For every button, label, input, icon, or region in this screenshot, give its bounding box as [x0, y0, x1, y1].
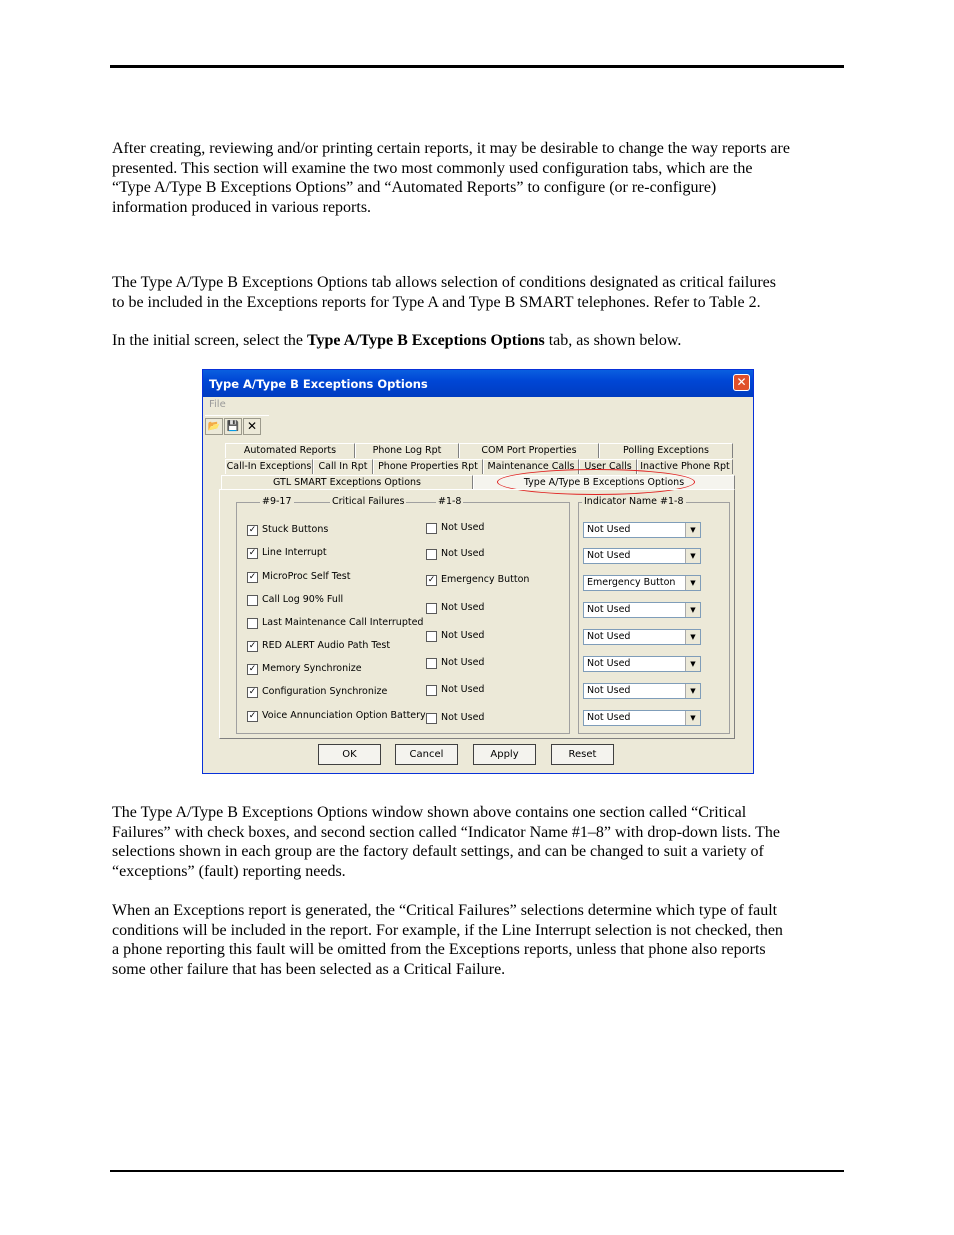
tab-gtl-smart-exceptions[interactable]: GTL SMART Exceptions Options: [221, 475, 473, 490]
tab-user-calls[interactable]: User Calls: [579, 459, 637, 474]
indicator-name-select-5[interactable]: [583, 629, 701, 645]
label-stuck-buttons: Stuck Buttons: [262, 524, 329, 535]
cancel-button[interactable]: Cancel: [395, 744, 458, 765]
indicator-name-select-8[interactable]: [583, 710, 701, 726]
save-icon[interactable]: 💾: [224, 418, 242, 435]
chevron-down-icon: ▼: [685, 576, 700, 590]
tab-com-port-properties[interactable]: COM Port Properties: [459, 443, 599, 458]
tab-call-in-exceptions[interactable]: Call-In Exceptions: [226, 461, 312, 472]
label-last-maintenance: Last Maintenance Call Interrupted: [262, 617, 424, 628]
chevron-down-icon: ▼: [685, 711, 700, 725]
tab-call-in-rpt[interactable]: Call In Rpt: [313, 459, 373, 474]
indicator-name-select-6[interactable]: [583, 656, 701, 672]
header-1-8: #1-8: [438, 496, 462, 507]
tab-polling-exceptions[interactable]: Polling Exceptions: [599, 443, 733, 458]
tab-phone-properties-rpt[interactable]: Phone Properties Rpt: [373, 459, 483, 474]
indicator-name-value: Not Used: [587, 524, 631, 535]
exceptions-options-window: [202, 369, 754, 774]
checkbox-stuck-buttons[interactable]: ✓: [248, 525, 257, 535]
checkbox-indicator-8[interactable]: [426, 713, 437, 724]
checkbox-indicator-1[interactable]: [426, 523, 437, 534]
menu-file[interactable]: File: [209, 399, 226, 410]
ok-button[interactable]: OK: [318, 744, 381, 765]
label-red-alert: RED ALERT Audio Path Test: [262, 640, 391, 651]
indicator-name-select-3[interactable]: [583, 575, 701, 591]
checkbox-call-log-full[interactable]: [247, 595, 258, 606]
header-9-17: #9-17: [262, 496, 292, 507]
label-indicator-8: Not Used: [441, 712, 485, 723]
checkbox-indicator-5[interactable]: [426, 631, 437, 642]
tab-type-ab-exceptions[interactable]: Type A/Type B Exceptions Options: [473, 475, 735, 490]
label-indicator-6: Not Used: [441, 657, 485, 668]
instruction-paragraph: [112, 331, 844, 351]
checkbox-indicator-4[interactable]: [426, 603, 437, 614]
chevron-down-icon: ▼: [685, 657, 700, 671]
label-indicator-5: Not Used: [441, 630, 485, 641]
label-indicator-1: Not Used: [441, 522, 485, 533]
label-indicator-7: Not Used: [441, 684, 485, 695]
label-indicator-4: Not Used: [441, 602, 485, 613]
label-indicator-2: Not Used: [441, 548, 485, 559]
label-indicator-3: Emergency Button: [441, 574, 530, 585]
instruction-bold-text: Type A/Type B Exceptions Options: [307, 332, 545, 349]
checkbox-indicator-6[interactable]: [426, 658, 437, 669]
indicator-name-select-4[interactable]: [583, 602, 701, 618]
indicator-name-value: Not Used: [587, 550, 631, 561]
indicator-name-select-1[interactable]: [583, 522, 701, 538]
header-critical-failures: Critical Failures: [332, 496, 405, 507]
instruction-tail-text: tab, as shown below.: [544, 332, 682, 349]
label-config-sync: Configuration Synchronize: [262, 686, 388, 697]
label-memory-sync: Memory Synchronize: [262, 663, 362, 674]
menu-bar: [203, 397, 753, 413]
checkbox-microproc-self-test[interactable]: ✓: [248, 572, 257, 582]
open-folder-icon[interactable]: 📂: [205, 418, 223, 435]
window-title: Type A/Type B Exceptions Options: [209, 377, 428, 391]
tab-description-paragraph: The Type A/Type B Exceptions Options tab allows selection of conditions designated as critical failures to be included in the Exceptions reports for Type A and Type B SMART telephones. Refer to Table 2.: [112, 274, 776, 311]
toolbar: [205, 415, 269, 436]
chevron-down-icon: ▼: [685, 523, 700, 537]
checkbox-config-sync[interactable]: ✓: [248, 687, 257, 697]
checkbox-indicator-2[interactable]: [426, 549, 437, 560]
chevron-down-icon: ▼: [685, 549, 700, 563]
indicator-group-label: Indicator Name #1-8: [584, 496, 684, 507]
close-icon[interactable]: ✕: [733, 374, 750, 391]
tab-inactive-phone-rpt[interactable]: Inactive Phone Rpt: [637, 459, 733, 474]
checkbox-red-alert[interactable]: ✓: [248, 641, 257, 651]
apply-button[interactable]: Apply: [473, 744, 536, 765]
label-microproc-self-test: MicroProc Self Test: [262, 571, 351, 582]
window-titlebar: [203, 370, 753, 397]
checkbox-voice-annunciation[interactable]: ✓: [248, 711, 257, 721]
instruction-text: In the initial screen, select the: [112, 332, 308, 349]
indicator-name-value: Not Used: [587, 631, 631, 642]
indicator-name-value: Not Used: [587, 712, 631, 723]
checkbox-indicator-3[interactable]: ✓: [427, 575, 436, 585]
reset-button[interactable]: Reset: [551, 744, 614, 765]
footer-rule: [110, 1170, 844, 1172]
intro-paragraph: After creating, reviewing and/or printing certain reports, it may be desirable to change the way reports are presented. This section will examine the two most commonly used configuration tabs, which are the “Type A/Type B Exceptions Options” and “Automated Reports” to configure (or re-configure) information produced in various reports.: [112, 140, 790, 216]
indicator-name-value: Not Used: [587, 604, 631, 615]
chevron-down-icon: ▼: [685, 630, 700, 644]
label-line-interrupt: Line Interrupt: [262, 547, 327, 558]
label-voice-annunciation: Voice Annunciation Option Battery: [262, 710, 426, 721]
header-rule: [110, 65, 844, 68]
checkbox-line-interrupt[interactable]: ✓: [248, 548, 257, 558]
label-call-log-full: Call Log 90% Full: [262, 594, 344, 605]
indicator-name-select-7[interactable]: [583, 683, 701, 699]
checkbox-last-maintenance[interactable]: [247, 618, 258, 629]
indicator-name-value: Emergency Button: [587, 577, 676, 588]
tab-phone-log-rpt[interactable]: Phone Log Rpt: [355, 443, 459, 458]
chevron-down-icon: ▼: [685, 684, 700, 698]
checkbox-indicator-7[interactable]: [426, 685, 437, 696]
indicator-name-select-2[interactable]: [583, 548, 701, 564]
close-x-icon[interactable]: ✕: [243, 418, 261, 435]
exceptions-report-paragraph: When an Exceptions report is generated, the “Critical Failures” selections determine which type of fault conditions will be included in the report. For example, if the Line Interrupt selection is not checked, then a phone reporting this fault will be omitted from the Exceptions reports, unless that phone also reports some other failure that has been selected as a Critical Failure.: [112, 902, 783, 978]
tab-maintenance-calls[interactable]: Maintenance Calls: [483, 459, 579, 474]
indicator-name-value: Not Used: [587, 685, 631, 696]
chevron-down-icon: ▼: [685, 603, 700, 617]
window-description-paragraph: The Type A/Type B Exceptions Options window shown above contains one section called “Critical Failures” with check boxes, and second section called “Indicator Name #1–8” with drop-down lists. The selections shown in each group are the factory default settings, and can be changed to suit a variety of “exceptions” (fault) reporting needs.: [112, 804, 780, 880]
checkbox-memory-sync[interactable]: ✓: [248, 664, 257, 674]
indicator-name-value: Not Used: [587, 658, 631, 669]
tab-automated-reports[interactable]: Automated Reports: [225, 443, 355, 458]
